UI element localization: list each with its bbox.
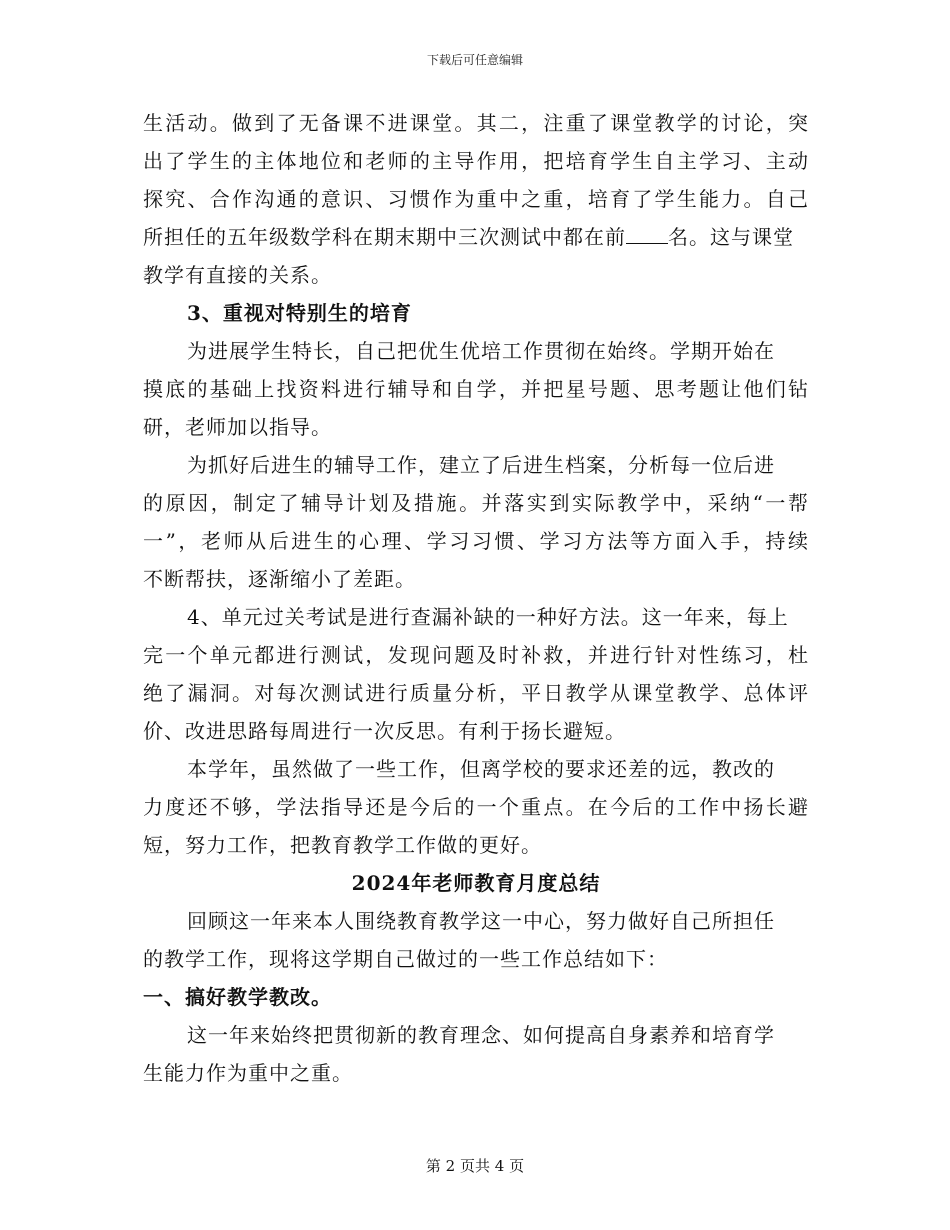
paragraph-line: 不断帮扶，逐渐缩小了差距。 [143, 567, 416, 591]
document-title: 2024年老师教育月度总结 [351, 871, 601, 895]
section-heading: 一、搞好教学教改。 [143, 985, 332, 1009]
paragraph-line: 生活动。做到了无备课不进课堂。其二，注重了课堂教学的讨论，突 [143, 111, 809, 135]
paragraph-line: 一”，老师从后进生的心理、学习习惯、学习方法等方面入手，持续 [143, 529, 809, 553]
fill-in-blank [626, 225, 668, 244]
paragraph-line: 回顾这一年来本人围绕教育教学这一中心，努力做好自己所担任 [187, 909, 775, 933]
paragraph-line: 完一个单元都进行测试，发现问题及时补救，并进行针对性练习，杜 [143, 643, 809, 667]
paragraph-line: 出了学生的主体地位和老师的主导作用，把培育学生自主学习、主动 [143, 149, 809, 173]
document-body [143, 104, 809, 1092]
section-heading: 3、重视对特别生的培育 [187, 301, 412, 325]
page-footer: 第 2 页共 4 页 [425, 1157, 525, 1175]
paragraph-line: 力度还不够，学法指导还是今后的一个重点。在今后的工作中扬长避 [143, 795, 809, 819]
paragraph-line: 摸底的基础上找资料进行辅导和自学，并把星号题、思考题让他们钻 [143, 377, 809, 401]
page-header: 下载后可任意编辑 [426, 53, 523, 67]
paragraph-line: 绝了漏洞。对每次测试进行质量分析，平日教学从课堂教学、总体评 [143, 681, 809, 705]
paragraph-line: 4、单元过关考试是进行查漏补缺的一种好方法。这一年来，每上 [187, 605, 789, 629]
paragraph-line: 探究、合作沟通的意识、习惯作为重中之重，培育了学生能力。自己 [143, 187, 809, 211]
paragraph-line: 本学年，虽然做了一些工作，但离学校的要求还差的远，教改的 [187, 757, 775, 781]
paragraph-text: 名。这与课堂 [668, 225, 794, 249]
paragraph-line: 的原因，制定了辅导计划及措施。并落实到实际教学中，采纳“一帮 [143, 491, 809, 515]
paragraph-line: 为抓好后进生的辅导工作，建立了后进生档案，分析每一位后进 [187, 453, 775, 477]
paragraph-line: 生能力作为重中之重。 [143, 1061, 353, 1085]
paragraph-line: 短，努力工作，把教育教学工作做的更好。 [143, 833, 542, 857]
paragraph-line: 为进展学生特长，自己把优生优培工作贯彻在始终。学期开始在 [187, 339, 775, 363]
paragraph-line-with-blank [143, 218, 809, 256]
paragraph-line: 研，老师加以指导。 [143, 415, 332, 439]
paragraph-line: 的教学工作，现将这学期自己做过的一些工作总结如下： [143, 947, 668, 971]
paragraph-line: 教学有直接的关系。 [143, 263, 332, 287]
paragraph-line: 价、改进思路每周进行一次反思。有利于扬长避短。 [143, 719, 626, 743]
paragraph-text: 所担任的五年级数学科在期末期中三次测试中都在前 [143, 225, 626, 249]
paragraph-line: 这一年来始终把贯彻新的教育理念、如何提高自身素养和培育学 [187, 1023, 775, 1047]
